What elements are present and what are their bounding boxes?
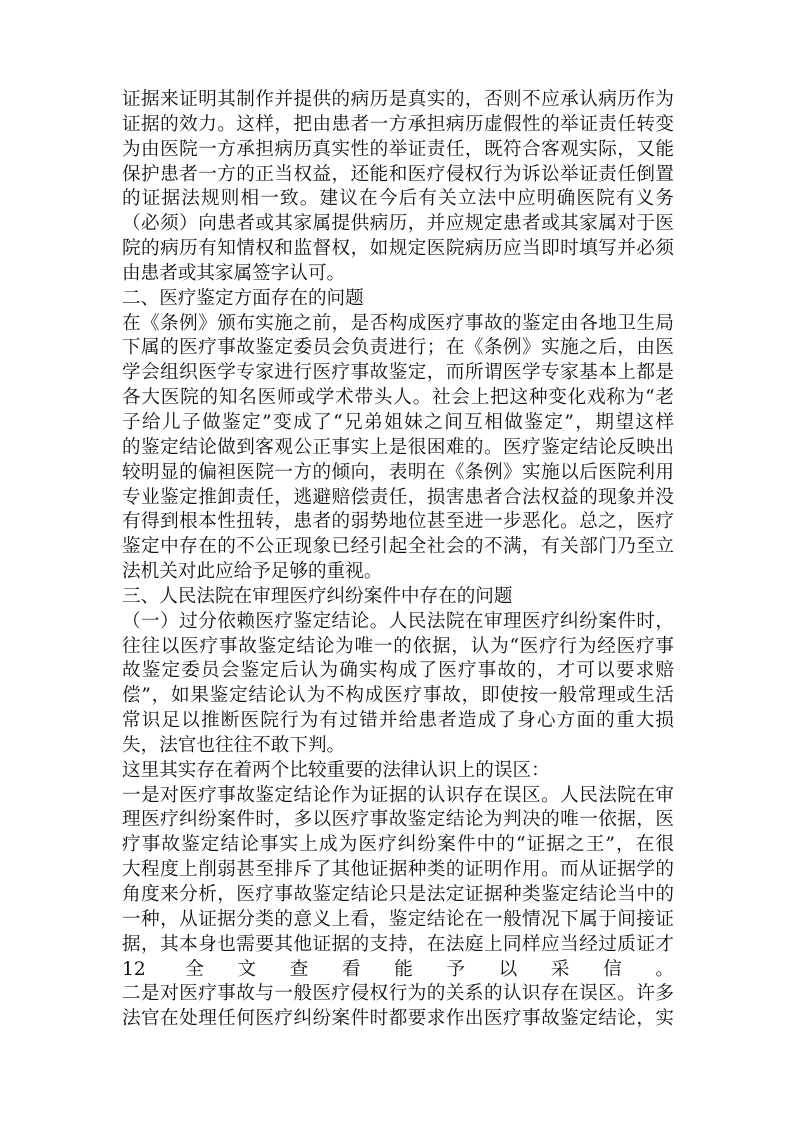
text-line: 二是对医疗事故与一般医疗侵权行为的关系的认识存在误区。许多 [122,983,674,1005]
text-line: 证据的效力。这样，把由患者一方承担病历虚假性的举证责任转变 [122,113,674,135]
section-heading-line: 二、医疗鉴定方面存在的问题 [122,287,364,309]
text-line: （一）过分依赖医疗鉴定结论。人民法院在审理医疗纠纷案件时， [122,610,674,632]
text-line: 法机关对此应给予足够的重视。 [122,561,383,583]
section-heading-line: 这里其实存在着两个比较重要的法律认识上的误区： [122,759,550,781]
section-heading-line: 三、人民法院在审理医疗纠纷案件中存在的问题 [122,585,513,607]
text-line: 的证据法规则相一致。建议在今后有关立法中应明确医院有义务 [122,188,674,210]
text-line: 大程度上削弱甚至排斥了其他证据种类的证明作用。而从证据学的 [122,859,674,881]
text-line: 由患者或其家属签字认可。 [122,262,346,284]
text-line: 角度来分析，医疗事故鉴定结论只是法定证据种类鉴定结论当中的 [122,884,674,905]
text-line: 在《条例》颁布实施之前，是否构成医疗事故的鉴定由各地卫生局 [122,312,674,334]
text-line: 证据来证明其制作并提供的病历是真实的，否则不应承认病历作为 [122,89,674,110]
text-line: （必须）向患者或其家属提供病历，并应规定患者或其家属对于医 [122,213,674,235]
text-line: 一是对医疗事故鉴定结论作为证据的认识存在误区。人民法院在审 [122,784,674,806]
text-line: 学会组织医学专家进行医疗事故鉴定，而所谓医学专家基本上都是 [122,362,674,384]
text-line: 鉴定中存在的不公正现象已经引起全社会的不满，有关部门乃至立 [122,536,674,558]
text-line: 的鉴定结论做到客观公正事实上是很困难的。医疗鉴定结论反映出 [122,436,674,458]
text-line: 12 全文查看能予以采信。 [122,958,674,980]
text-line: 常识足以推断医院行为有过错并给患者造成了身心方面的重大损 [122,710,674,732]
text-line: 专业鉴定推卸责任，逃避赔偿责任，损害患者合法权益的现象并没 [122,486,674,508]
text-line: 保护患者一方的正当权益，还能和医疗侵权行为诉讼举证责任倒置 [122,163,674,185]
document-body [122,88,674,1032]
text-line: 法官在处理任何医疗纠纷案件时都要求作出医疗事故鉴定结论，实 [122,1008,674,1030]
text-line: 偿”，如果鉴定结论认为不构成医疗事故，即使按一般常理或生活 [122,685,674,707]
text-line: 各大医院的知名医师或学术带头人。社会上把这种变化戏称为“老 [122,387,674,409]
text-line: 失，法官也往往不敢下判。 [122,734,346,756]
text-line: 一种，从证据分类的意义上看，鉴定结论在一般情况下属于间接证 [122,908,674,930]
text-line: 子给儿子做鉴定”变成了“兄弟姐妹之间互相做鉴定”，期望这样 [122,411,674,433]
text-line: 疗事故鉴定结论事实上成为医疗纠纷案件中的“证据之王”，在很 [122,834,674,856]
text-line: 院的病历有知情权和监督权，如规定医院病历应当即时填写并必须 [122,238,674,260]
text-line: 据，其本身也需要其他证据的支持，在法庭上同样应当经过质证才 [122,933,674,955]
text-line: 较明显的偏袒医院一方的倾向，表明在《条例》实施以后医院利用 [122,461,674,483]
text-line: 下属的医疗事故鉴定委员会负责进行；在《条例》实施之后，由医 [122,337,674,359]
text-line: 往往以医疗事故鉴定结论为唯一的依据，认为“医疗行为经医疗事 [122,635,674,657]
text-line: 有得到根本性扭转，患者的弱势地位甚至进一步恶化。总之，医疗 [122,511,674,533]
text-line: 为由医院一方承担病历真实性的举证责任，既符合客观实际，又能 [122,138,674,160]
text-line: 故鉴定委员会鉴定后认为确实构成了医疗事故的，才可以要求赔 [122,660,674,682]
text-line: 理医疗纠纷案件时，多以医疗事故鉴定结论为判决的唯一依据，医 [122,809,674,831]
